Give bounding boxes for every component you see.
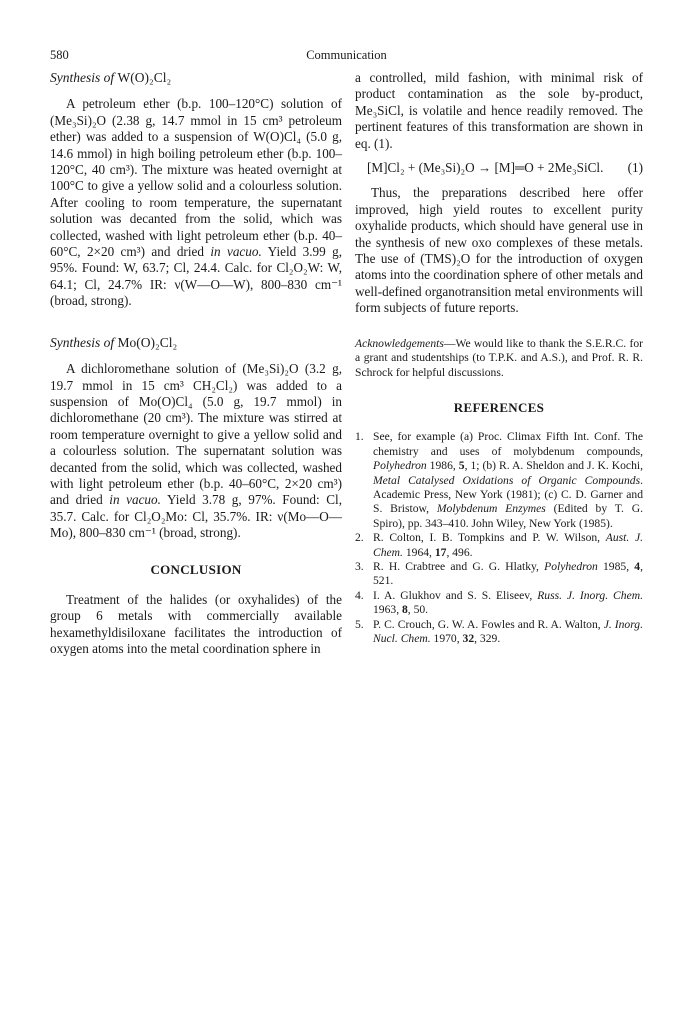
reference-text: P. C. Crouch, G. W. A. Fowles and R. A. Walton, bbox=[373, 617, 604, 631]
reference-item bbox=[355, 618, 643, 647]
reference-number: 4. bbox=[355, 588, 364, 602]
reference-number: 5. bbox=[355, 617, 364, 631]
reference-text: 8 bbox=[401, 603, 408, 617]
reference-text: , 50. bbox=[407, 603, 429, 617]
reference-text: Molybdenum Enzymes bbox=[436, 502, 546, 516]
continuation-paragraph: a controlled, mild fashion, with minimal risk of product contamination as the sole by-product, Me₃SiCl, is volatile and hence readily removed. The pertinent features of this transformation are shown in eq. (1). bbox=[355, 70, 643, 151]
reference-text: J. Inorg. Nucl. Chem. bbox=[373, 617, 643, 645]
reference-text: (Edited by T. G. Spiro), pp. 343–410. John Wiley, New York (1985). bbox=[373, 502, 643, 530]
equation bbox=[367, 160, 643, 176]
reference-text: 4 bbox=[634, 559, 641, 573]
right-column bbox=[355, 70, 643, 646]
paragraph-text: A petroleum ether (b.p. 100–120°C) solution of (Me₃Si)₂O (2.38 g, 14.7 mmol in 15 cm³ petroleum ether) was added to a suspension of W(O)Cl₄ (5.0 g, 14.6 mmol) in high boiling petroleum ether (b.p. 100–120°C, 40 cm³). The mixture was heated overnight at 100°C to give a yellow solid and a colourless solution. After cooling to room temperature, the supernatant solution was decanted from the solid, which was collected, washed with light petroleum ether (b.p. 40–60°C, 2×20 cm³) and dried bbox=[50, 96, 342, 260]
reference-text: R. H. Crabtree and G. G. Hlatky, bbox=[373, 559, 545, 573]
paragraph-italic: in vacuo. bbox=[109, 492, 161, 508]
running-head: Communication bbox=[306, 48, 387, 62]
reference-text: I. A. Glukhov and S. S. Eliseev, bbox=[373, 588, 538, 602]
reference-text: , 521. bbox=[373, 559, 643, 588]
reference-text: 17 bbox=[434, 545, 447, 559]
reference-number: 3. bbox=[355, 559, 364, 573]
reference-text: R. Colton, I. B. Tompkins and P. W. Wilson, bbox=[373, 531, 606, 545]
reference-text: Aust. J. Chem. bbox=[373, 531, 644, 559]
equation-number: (1) bbox=[627, 160, 643, 176]
discussion-paragraph: Thus, the preparations described here offer improved, high yield routes to excellent purity oxyhalide products, which should have general use in the synthesis of new oxo complexes of these metals. The use of (TMS)₂O for the introduction of oxygen atoms into the coordination sphere of other metals and well-defined organotransition metal environments will form subjects of future reports. bbox=[355, 185, 643, 316]
reference-text: Polyhedron bbox=[373, 459, 427, 473]
mo-synthesis-paragraph bbox=[50, 361, 342, 541]
equation-body: [M]Cl₂ + (Me₃Si)₂O → [M]═O + 2Me₃SiCl. bbox=[367, 160, 604, 176]
reference-text: See, for example (a) Proc. Climax Fifth Int. Conf. The chemistry and uses of molybdenum compounds, bbox=[373, 430, 643, 458]
acknowledgements-label: Acknowledgements bbox=[355, 336, 444, 350]
reference-item bbox=[355, 531, 643, 560]
paragraph-text-end: Yield 3.78 g, 97%. Found: Cl, 35.7. Calc. for Cl₂O₂Mo: Cl, 35.7%. IR: ν(Mo—O—Mo), 800–830 cm⁻¹ (broad, strong). bbox=[50, 492, 343, 541]
reference-number: 1. bbox=[355, 430, 364, 444]
reference-text: 1985, bbox=[597, 559, 635, 573]
reference-text: 5 bbox=[458, 459, 465, 473]
section-title-formula: Mo(O)₂Cl₂ bbox=[117, 334, 178, 350]
reference-text: Metal Catalysed Oxidations of Organic Compounds bbox=[373, 473, 641, 487]
reference-text: , 496. bbox=[446, 545, 473, 559]
paragraph-text-end: Yield 3.99 g, 95%. Found: W, 63.7; Cl, 24.4. Calc. for Cl₂O₂W: W, 64.1; Cl, 24.7% IR: ν(W—O—W), 800–830 cm⁻¹ (broad, strong). bbox=[50, 244, 342, 309]
paragraph-text: A dichloromethane solution of (Me₃Si)₂O (3.2 g, 19.7 mmol in 15 cm³ CH₂Cl₂) was added to a suspension of Mo(O)Cl₄ (5.0 g, 19.7 mmol) in dichloromethane (20 cm³). The mixture was stirred at room temperature overnight to give a yellow solid and a colourless solution. The supernatant solution was decanted from the solid, which was collected, washed with light petroleum ether (b.p. 40–60°C, 2×20 cm³) and dried bbox=[50, 361, 342, 508]
conclusion-heading: CONCLUSION bbox=[150, 561, 242, 577]
reference-text: . Academic Press, New York (1981); (c) C. D. Garner and S. Bristow, bbox=[373, 473, 643, 516]
reference-text: , 1; (b) R. A. Sheldon and J. K. Kochi, bbox=[464, 459, 643, 473]
paragraph-italic: in vacuo. bbox=[210, 244, 262, 260]
reference-list bbox=[355, 430, 643, 646]
references-heading: REFERENCES bbox=[453, 399, 545, 415]
reference-text: Polyhedron bbox=[544, 559, 598, 573]
conclusion-paragraph: Treatment of the halides (or oxyhalides) of the group 6 metals with commercially available hexamethyldisiloxane facilitates the introduction of oxygen atoms into the metal coordination sphere in bbox=[50, 591, 342, 657]
reference-text: 1970, bbox=[430, 632, 463, 645]
page-number: 580 bbox=[50, 48, 69, 62]
reference-text: 1963, bbox=[373, 603, 402, 617]
spacer bbox=[50, 310, 342, 335]
reference-text: , 329. bbox=[474, 632, 501, 645]
reference-item bbox=[355, 560, 643, 589]
section-title-mo-synthesis bbox=[50, 335, 342, 351]
acknowledgements-text: —We would like to thank the S.E.R.C. for a grant and studentships (to T.P.K. and A.S.), and Prof. R. R. Schrock for helpful discussions. bbox=[355, 336, 643, 379]
section-title-prefix: Synthesis of bbox=[50, 70, 118, 85]
acknowledgements bbox=[355, 337, 643, 380]
reference-text: 1964, bbox=[402, 545, 435, 559]
w-synthesis-paragraph bbox=[50, 96, 342, 309]
reference-text: 32 bbox=[462, 632, 475, 645]
left-column bbox=[50, 70, 342, 658]
reference-number: 2. bbox=[355, 531, 364, 545]
section-title-prefix: Synthesis of bbox=[50, 334, 118, 350]
reference-text: 1986, bbox=[426, 459, 459, 473]
reference-text: Russ. J. Inorg. Chem. bbox=[537, 588, 643, 602]
section-title-w-synthesis bbox=[50, 70, 342, 86]
reference-item bbox=[355, 589, 643, 618]
reference-item bbox=[355, 430, 643, 531]
section-title-formula: W(O)₂Cl₂ bbox=[117, 70, 172, 85]
